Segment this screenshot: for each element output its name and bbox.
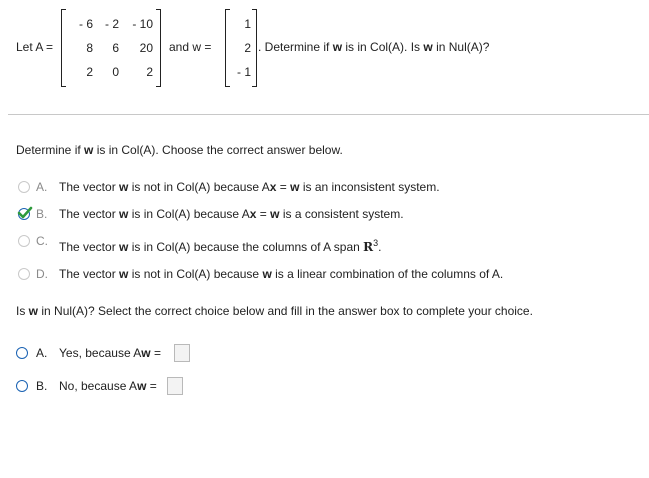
vector-cell: - 1 — [236, 65, 251, 79]
matrix-cell: - 6 — [78, 17, 93, 31]
matrix-A — [61, 9, 161, 87]
option-letter: B. — [36, 207, 48, 221]
part1-option-a[interactable] — [14, 178, 484, 198]
option-text: The vector w is in Col(A) because the columns of A span $R^3$. — [59, 238, 382, 254]
matrix-cell: 2 — [86, 65, 93, 79]
answer-box-a[interactable] — [174, 344, 190, 362]
part2-option-b[interactable] — [14, 375, 214, 397]
check-icon — [17, 205, 33, 221]
part2-option-a[interactable] — [14, 342, 214, 364]
radio-button[interactable] — [18, 268, 30, 280]
option-letter: B. — [36, 379, 48, 393]
part2-prompt: Is w in Nul(A)? Select the correct choice below and fill in the answer box to complete your choice. — [16, 304, 533, 318]
option-letter: C. — [36, 234, 48, 248]
option-text: No, because Aw = — [59, 379, 157, 393]
matrix-cell: 6 — [112, 41, 119, 55]
radio-button[interactable] — [16, 347, 28, 359]
option-letter: D. — [36, 267, 48, 281]
option-text: The vector w is in Col(A) because Ax = w is a consistent system. — [59, 207, 404, 221]
section-divider — [8, 114, 649, 115]
matrix-cell: 8 — [86, 41, 93, 55]
radio-button[interactable] — [16, 380, 28, 392]
matrix-cell: 20 — [139, 41, 153, 55]
part1-prompt: Determine if w is in Col(A). Choose the correct answer below. — [16, 143, 343, 157]
option-text: The vector w is not in Col(A) because w is a linear combination of the columns of A. — [59, 267, 504, 281]
option-text: Yes, because Aw = — [59, 346, 161, 360]
vector-w — [225, 9, 257, 87]
matrix-cell: - 10 — [132, 17, 153, 31]
part1-option-d[interactable] — [14, 265, 554, 285]
matrix-cell: 2 — [146, 65, 153, 79]
part1-option-c[interactable] — [14, 232, 484, 258]
and-label: and w = — [169, 40, 212, 54]
radio-button[interactable] — [18, 235, 30, 247]
option-text: The vector w is not in Col(A) because Ax = w is an inconsistent system. — [59, 180, 440, 194]
vector-cell: 2 — [244, 41, 251, 55]
let-label: Let A = — [16, 40, 54, 54]
problem-question: . Determine if w is in Col(A). Is w in Nul(A)? — [258, 40, 490, 54]
radio-button[interactable] — [18, 181, 30, 193]
answer-box-b[interactable] — [167, 377, 183, 395]
vector-cell: 1 — [244, 17, 251, 31]
matrix-cell: 0 — [112, 65, 119, 79]
part1-option-b[interactable] — [14, 205, 484, 225]
option-letter: A. — [36, 180, 48, 194]
matrix-cell: - 2 — [104, 17, 119, 31]
option-letter: A. — [36, 346, 48, 360]
